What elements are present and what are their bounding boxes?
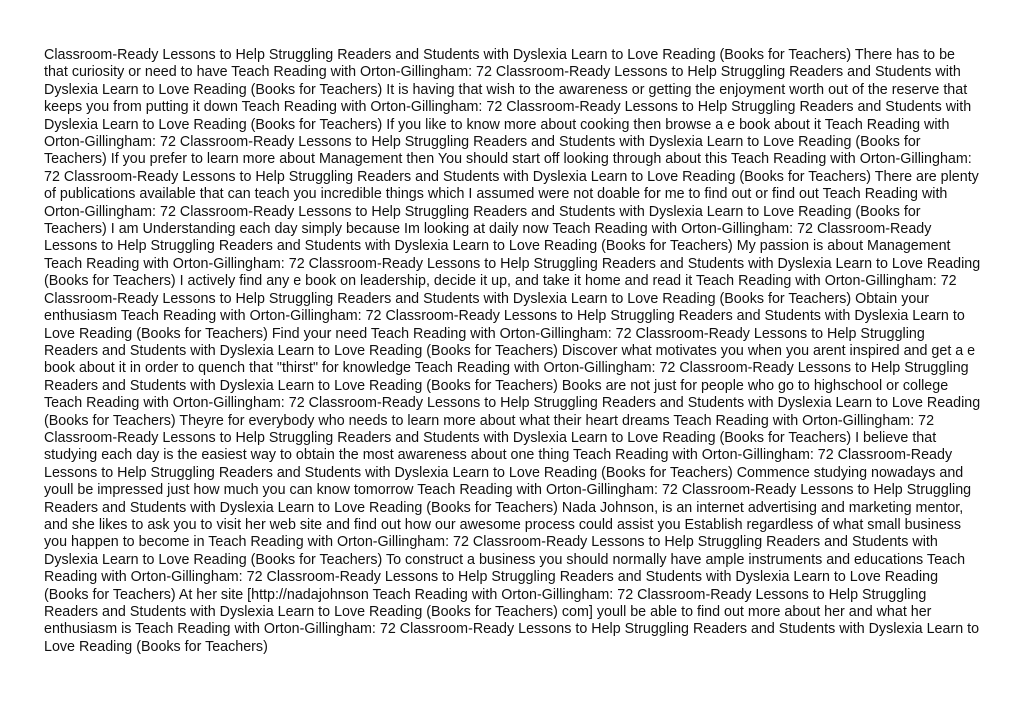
document-page bbox=[44, 47, 982, 677]
body-paragraph: Classroom-Ready Lessons to Help Struggling Readers and Students with Dyslexia Learn to Love Reading (Books for Teachers) There has to be that curiosity or need to have Teach Reading with Orton-Gillingham: 72 Classroom-Ready Lessons to Help Struggling Readers and Students with Dyslexia Learn to Love Reading (Books for Teachers) It is having that wish to the awareness or getting the enjoyment worth out of the reserve that keeps you from putting it down Teach Reading with Orton-Gillingham: 72 Classroom-Ready Lessons to Help Struggling Readers and Students with Dyslexia Learn to Love Reading (Books for Teachers) If you like to know more about cooking then browse a e book about it Teach Reading with Orton-Gillingham: 72 Classroom-Ready Lessons to Help Struggling Readers and Students with Dyslexia Learn to Love Reading (Books for Teachers) If you prefer to learn more about Management then You should start off looking through about this Teach Reading with Orton-Gillingham: 72 Classroom-Ready Lessons to Help Struggling Readers and Students with Dyslexia Learn to Love Reading (Books for Teachers) There are plenty of publications available that can teach you incredible things which I assumed were not doable for me to find out or find out Teach Reading with Orton-Gillingham: 72 Classroom-Ready Lessons to Help Struggling Readers and Students with Dyslexia Learn to Love Reading (Books for Teachers) I am Understanding each day simply because Im looking at daily now Teach Reading with Orton-Gillingham: 72 Classroom-Ready Lessons to Help Struggling Readers and Students with Dyslexia Learn to Love Reading (Books for Teachers) My passion is about Management Teach Reading with Orton-Gillingham: 72 Classroom-Ready Lessons to Help Struggling Readers and Students with Dyslexia Learn to Love Reading (Books for Teachers) I actively find any e book on leadership, decide it up, and take it home and read it Teach Reading with Orton-Gillingham: 72 Classroom-Ready Lessons to Help Struggling Readers and Students with Dyslexia Learn to Love Reading (Books for Teachers) Obtain your enthusiasm Teach Reading with Orton-Gillingham: 72 Classroom-Ready Lessons to Help Struggling Readers and Students with Dyslexia Learn to Love Reading (Books for Teachers) Find your need Teach Reading with Orton-Gillingham: 72 Classroom-Ready Lessons to Help Struggling Readers and Students with Dyslexia Learn to Love Reading (Books for Teachers) Discover what motivates you when you arent inspired and get a e book about it in order to quench that "thirst" for knowledge Teach Reading with Orton-Gillingham: 72 Classroom-Ready Lessons to Help Struggling Readers and Students with Dyslexia Learn to Love Reading (Books for Teachers) Books are not just for people who go to highschool or college Teach Reading with Orton-Gillingham: 72 Classroom-Ready Lessons to Help Struggling Readers and Students with Dyslexia Learn to Love Reading (Books for Teachers) Theyre for everybody who needs to learn more about what their heart dreams Teach Reading with Orton-Gillingham: 72 Classroom-Ready Lessons to Help Struggling Readers and Students with Dyslexia Learn to Love Reading (Books for Teachers) I believe that studying each day is the easiest way to obtain the most awareness about one thing Teach Reading with Orton-Gillingham: 72 Classroom-Ready Lessons to Help Struggling Readers and Students with Dyslexia Learn to Love Reading (Books for Teachers) Commence studying nowadays and youll be impressed just how much you can know tomorrow Teach Reading with Orton-Gillingham: 72 Classroom-Ready Lessons to Help Struggling Readers and Students with Dyslexia Learn to Love Reading (Books for Teachers) Nada Johnson, is an internet advertising and marketing mentor, and she likes to ask you to visit her web site and find out how our awesome process could assist you Establish regardless of what small business you happen to become in Teach Reading with Orton-Gillingham: 72 Classroom-Ready Lessons to Help Struggling Readers and Students with Dyslexia Learn to Love Reading (Books for Teachers) To construct a business you should normally have ample instruments and educations Teach Reading with Orton-Gillingham: 72 Classroom-Ready Lessons to Help Struggling Readers and Students with Dyslexia Learn to Love Reading (Books for Teachers) At her site [http://nadajohnson Teach Reading with Orton-Gillingham: 72 Classroom-Ready Lessons to Help Struggling Readers and Students with Dyslexia Learn to Love Reading (Books for Teachers) com] youll be able to find out more about her and what her enthusiasm is Teach Reading with Orton-Gillingham: 72 Classroom-Ready Lessons to Help Struggling Readers and Students with Dyslexia Learn to Love Reading (Books for Teachers) bbox=[44, 47, 981, 655]
